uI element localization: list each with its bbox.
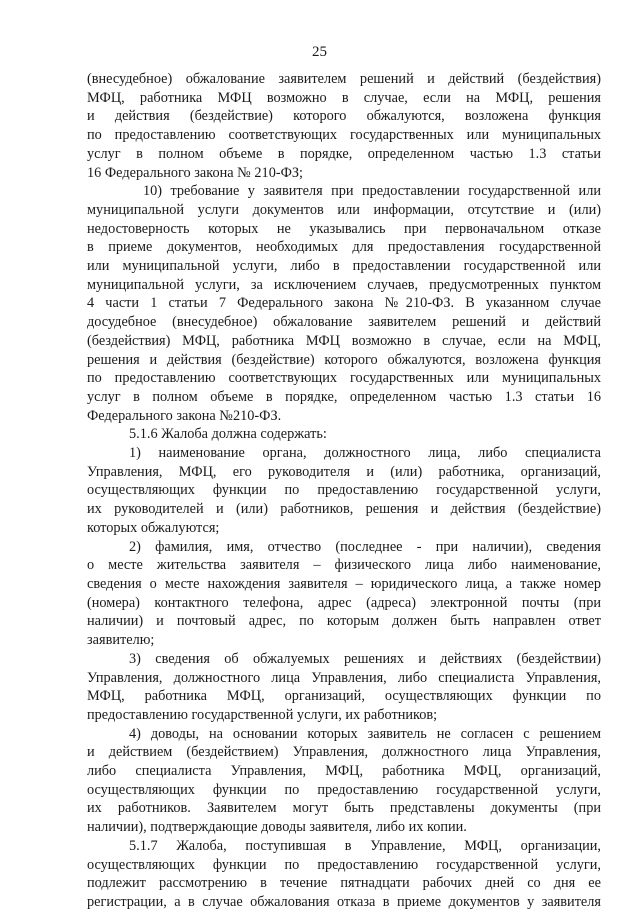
text-line: МФЦ, работника МФЦ, организаций, осуществляющих функции по xyxy=(87,688,601,705)
text-line: 10) требование у заявителя при предоставлении государственной или xyxy=(143,183,601,200)
text-line: услуг в полном объеме в порядке, определенном частью 1.3 статьи xyxy=(87,145,601,162)
text-line: решения и действия (бездействие) которого обжалуются, возложена функция xyxy=(87,351,601,368)
text-line: осуществляющих функции по предоставлению государственной услуги, xyxy=(87,482,601,499)
text-line: МФЦ, работника МФЦ возможно в случае, если на МФЦ, решения xyxy=(87,89,601,106)
text-line: Управления, должностного лица Управления, либо специалиста Управления, xyxy=(87,669,601,686)
text-line: их руководителей и (или) работников, решения и действия (бездействие) xyxy=(87,501,601,518)
text-line: по предоставлению соответствующих государственных или муниципальных xyxy=(87,127,601,144)
text-line: 1) наименование органа, должностного лица, либо специалиста xyxy=(129,445,601,462)
text-line: которых обжалуются; xyxy=(87,519,220,536)
text-line: подлежит рассмотрению в течение пятнадцати рабочих дней со дня ее xyxy=(87,875,601,892)
text-line: регистрации, а в случае обжалования отказа в приеме документов у заявителя xyxy=(87,893,601,910)
text-line: услуг в полном объеме в порядке, определенном частью 1.3 статьи 16 xyxy=(87,388,601,405)
text-line: осуществляющих функции по предоставлению государственной услуги, xyxy=(87,781,601,798)
text-line: и действием (бездействием) Управления, должностного лица Управления, xyxy=(87,744,601,761)
text-line: наличии) и почтовый адрес, по которым должен быть направлен ответ xyxy=(87,613,601,630)
text-line: 16 Федерального закона № 210-ФЗ; xyxy=(87,164,304,181)
text-line: и действия (бездействие) которого обжалуются, возложена функция xyxy=(87,108,601,125)
text-line: Федерального закона №210-ФЗ. xyxy=(87,407,282,424)
text-line: 5.1.7 Жалоба, поступившая в Управление, МФЦ, организации, xyxy=(129,837,601,854)
text-line: недостоверность которых не указывались при первоначальном отказе xyxy=(87,220,601,237)
text-line: 4 части 1 статьи 7 Федерального закона №210-ФЗ. В указанном случае xyxy=(87,295,601,312)
text-line: 2) фамилия, имя, отчество (последнее - при наличии), сведения xyxy=(129,538,601,555)
page-number: 25 xyxy=(312,44,327,60)
text-line: заявителю; xyxy=(87,632,155,649)
text-line: муниципальной услуги документов или информации, отсутствие и (или) xyxy=(87,201,601,218)
text-line: по предоставлению соответствующих государственных или муниципальных xyxy=(87,370,601,387)
document-body xyxy=(87,70,601,912)
text-line: муниципальной услуги, за исключением случаев, предусмотренных пунктом xyxy=(87,276,601,293)
text-line: осуществляющих функции по предоставлению государственной услуги, xyxy=(87,856,601,873)
text-line: предоставлению государственной услуги, их работников; xyxy=(87,706,438,723)
text-line: Управления, МФЦ, его руководителя и (или) работника, организаций, xyxy=(87,463,601,480)
text-line: в приеме документов, необходимых для предоставления государственной xyxy=(87,239,601,256)
text-line: досудебное (внесудебное) обжалование заявителем решений и действий xyxy=(87,314,601,331)
text-line: их работников. Заявителем могут быть представлены документы (при xyxy=(87,800,601,817)
text-line: или муниципальной услуги, либо в предоставлении государственной или xyxy=(87,258,601,275)
text-line: о месте жительства заявителя – физического лица либо наименование, xyxy=(87,557,601,574)
text-line: 3) сведения об обжалуемых решениях и действиях (бездействии) xyxy=(129,650,601,667)
text-line: (бездействия) МФЦ, работника МФЦ возможно в случае, если на МФЦ, xyxy=(87,332,601,349)
text-line: сведения о месте нахождения заявителя – юридического лица, а также номер xyxy=(87,575,601,592)
text-line: (внесудебное) обжалование заявителем решений и действий (бездействия) xyxy=(87,71,601,87)
text-line: (номера) контактного телефона, адрес (адреса) электронной почты (при xyxy=(87,594,601,611)
text-line: либо специалиста Управления, МФЦ, работника МФЦ, организаций, xyxy=(87,763,601,780)
text-line: 5.1.6 Жалоба должна содержать: xyxy=(129,426,327,443)
text-line: 4) доводы, на основании которых заявитель не согласен с решением xyxy=(129,725,601,742)
text-line: наличии), подтверждающие доводы заявителя, либо их копии. xyxy=(87,819,467,836)
